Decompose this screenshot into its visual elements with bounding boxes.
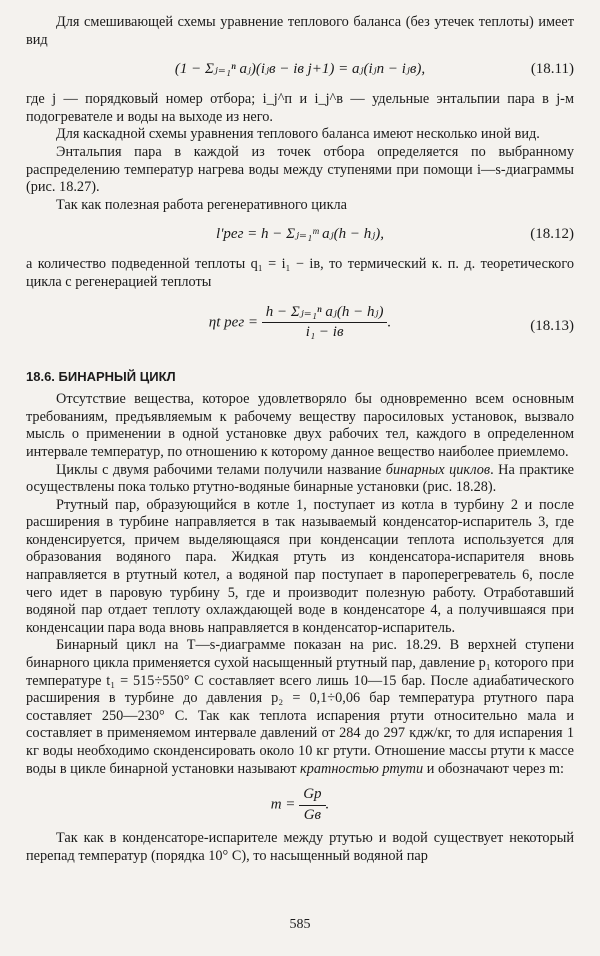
formula-m-numerator: Gр [299, 786, 325, 806]
formula-18-13-numerator: h − Σⱼ₌₁ⁿ aⱼ(h − hⱼ) [262, 304, 388, 324]
formula-m-lhs: m = [270, 796, 296, 813]
paragraph-enthalpy: Энтальпия пара в каждой из точек отбора определяется по выбранному распределению температур нагрева воды между ступенями при помощи i—s-диаграммы (рис. 18.27). [26, 143, 574, 196]
paragraph-ts-diagram [26, 637, 574, 778]
page-number: 585 [289, 917, 311, 933]
paragraph-condenser-evaporator: Так как в конденсаторе-испарителе между ртутью и водой существует некоторый перепад температур (порядка 10° С), то насыщенный водяной пар [26, 830, 574, 864]
paragraph-useful-work: Так как полезная работа регенеративного цикла [56, 196, 348, 213]
paragraph-mixing-scheme: Для смешивающей схемы уравнение теплового баланса (без утечек теплоты) имеет вид [26, 14, 574, 48]
mercury-ratio-term: кратностью ртути [300, 760, 424, 777]
formula-18-13-expression: ηt рег = $\frac{\text{h − Σⱼ₌₁ⁿ aⱼ(h − hⱼ)}}{\text{i₁ − iв}}$ . [208, 303, 392, 341]
section-heading: 18.6. БИНАРНЫЙ ЦИКЛ [26, 368, 176, 384]
paragraph-mercury-vapor: Ртутный пар, образующийся в котле 1, поступает из котла в турбину 2 и после расширения в турбине направляется в так называемый конденсатор-испаритель 3, где конденсируется, причем выделяющаяся при конденсации теплота используется для образования водяного пара. Жидкая ртуть из конденсатора-испарителя вновь направляется в ртутный котел, а водяной пар поступает в пароперегреватель 6, после чего идет в паровую турбину 5, где и производит полезную работу. Отработавший водяной пар отдает теплоту охлаждающей воде в конденсаторе 4, а получившаяся при конденсации пара вода вновь направляется в конденсатор-испаритель. [26, 496, 574, 636]
paragraph-binary-cycles-text-c: . На практике осуществлены пока только ртутно-водяные бинарные установки (рис. 18.28). [26, 461, 574, 496]
paragraph-absence-of-substance: Отсутствие вещества, которое удовлетворяло бы одновременно всем основным требованиям, предъявляемым к рабочему веществу паросиловых установок, вызвало мысль о применении в одной установке двух рабочих тел, каждого в определенном интервале температур, по отношению к которому данное вещество наиболее приемлемо. [26, 391, 574, 460]
formula-18-13-fraction [262, 304, 388, 342]
formula-18-13 [26, 296, 574, 354]
formula-18-11-expression: (1 − Σⱼ₌₁ⁿ aⱼ)(iⱼв − iв j+1) = aⱼ(iⱼп − iⱼв), [174, 61, 426, 78]
formula-18-12-number: (18.12) [530, 226, 574, 243]
paragraph-ts-diagram-text: Бинарный цикл на T—s-диаграмме показан на рис. 18.29. В верхней ступени бинарного цикла применяется сухой насыщенный ртутный пар, давление p₁ которого при температуре t₁ = 515÷550° С составляет всего лишь 10—15 бар. После адиабатического расширения в турбине до давления p₂ = 0,1÷0,06 бар температура ртутного пара составляет 250—230° С. Так как теплота испарения ртути относительно мала и составляет в применяемом интервале давлений от 284 до 297 кдж/кг, то для испарения 1 кг воды необходимо сконденсировать около 10 кг ртути. Отношение массы ртути к массе воды в цикле бинарной установки называют [26, 637, 574, 777]
paragraph-ts-diagram-text-end: и обозначают через m: [423, 760, 564, 777]
formula-m-denominator: Gв [303, 806, 322, 823]
paragraph-cascade-scheme: Для каскадной схемы уравнения теплового баланса имеют несколько иной вид. [56, 126, 540, 143]
formula-18-13-number: (18.13) [530, 317, 574, 334]
paragraph-binary-cycles [26, 462, 574, 497]
formula-m [26, 782, 574, 826]
formula-18-12 [26, 218, 574, 252]
formula-m-fraction [299, 786, 325, 824]
formula-18-11-number: (18.11) [530, 61, 574, 78]
formula-18-12-expression: l'рег = h − Σⱼ₌₁ᵐ aⱼ(h − hⱼ), [216, 226, 384, 243]
formula-18-13-lhs: ηt рег = [208, 314, 259, 331]
paragraph-where-j: где j — порядковый номер отбора; i_j^п и i_j^в — удельные энтальпии пара в j-м подогревателе и воды на выходе из него. [26, 91, 574, 125]
binary-cycles-term: бинарных циклов [385, 461, 491, 478]
formula-18-11 [26, 53, 574, 87]
formula-m-expression: m = $\frac{Gр}{Gв}$ . [270, 786, 330, 823]
paragraph-binary-cycles-text-a: Циклы с двумя рабочими телами получили название [56, 461, 386, 478]
paragraph-supplied-heat: а количество подведенной теплоты q₁ = i₁ − iв, то термический к. п. д. теоретического цикла с регенерацией теплоты [26, 256, 574, 290]
formula-18-13-denominator: i₁ − iв [305, 324, 344, 341]
